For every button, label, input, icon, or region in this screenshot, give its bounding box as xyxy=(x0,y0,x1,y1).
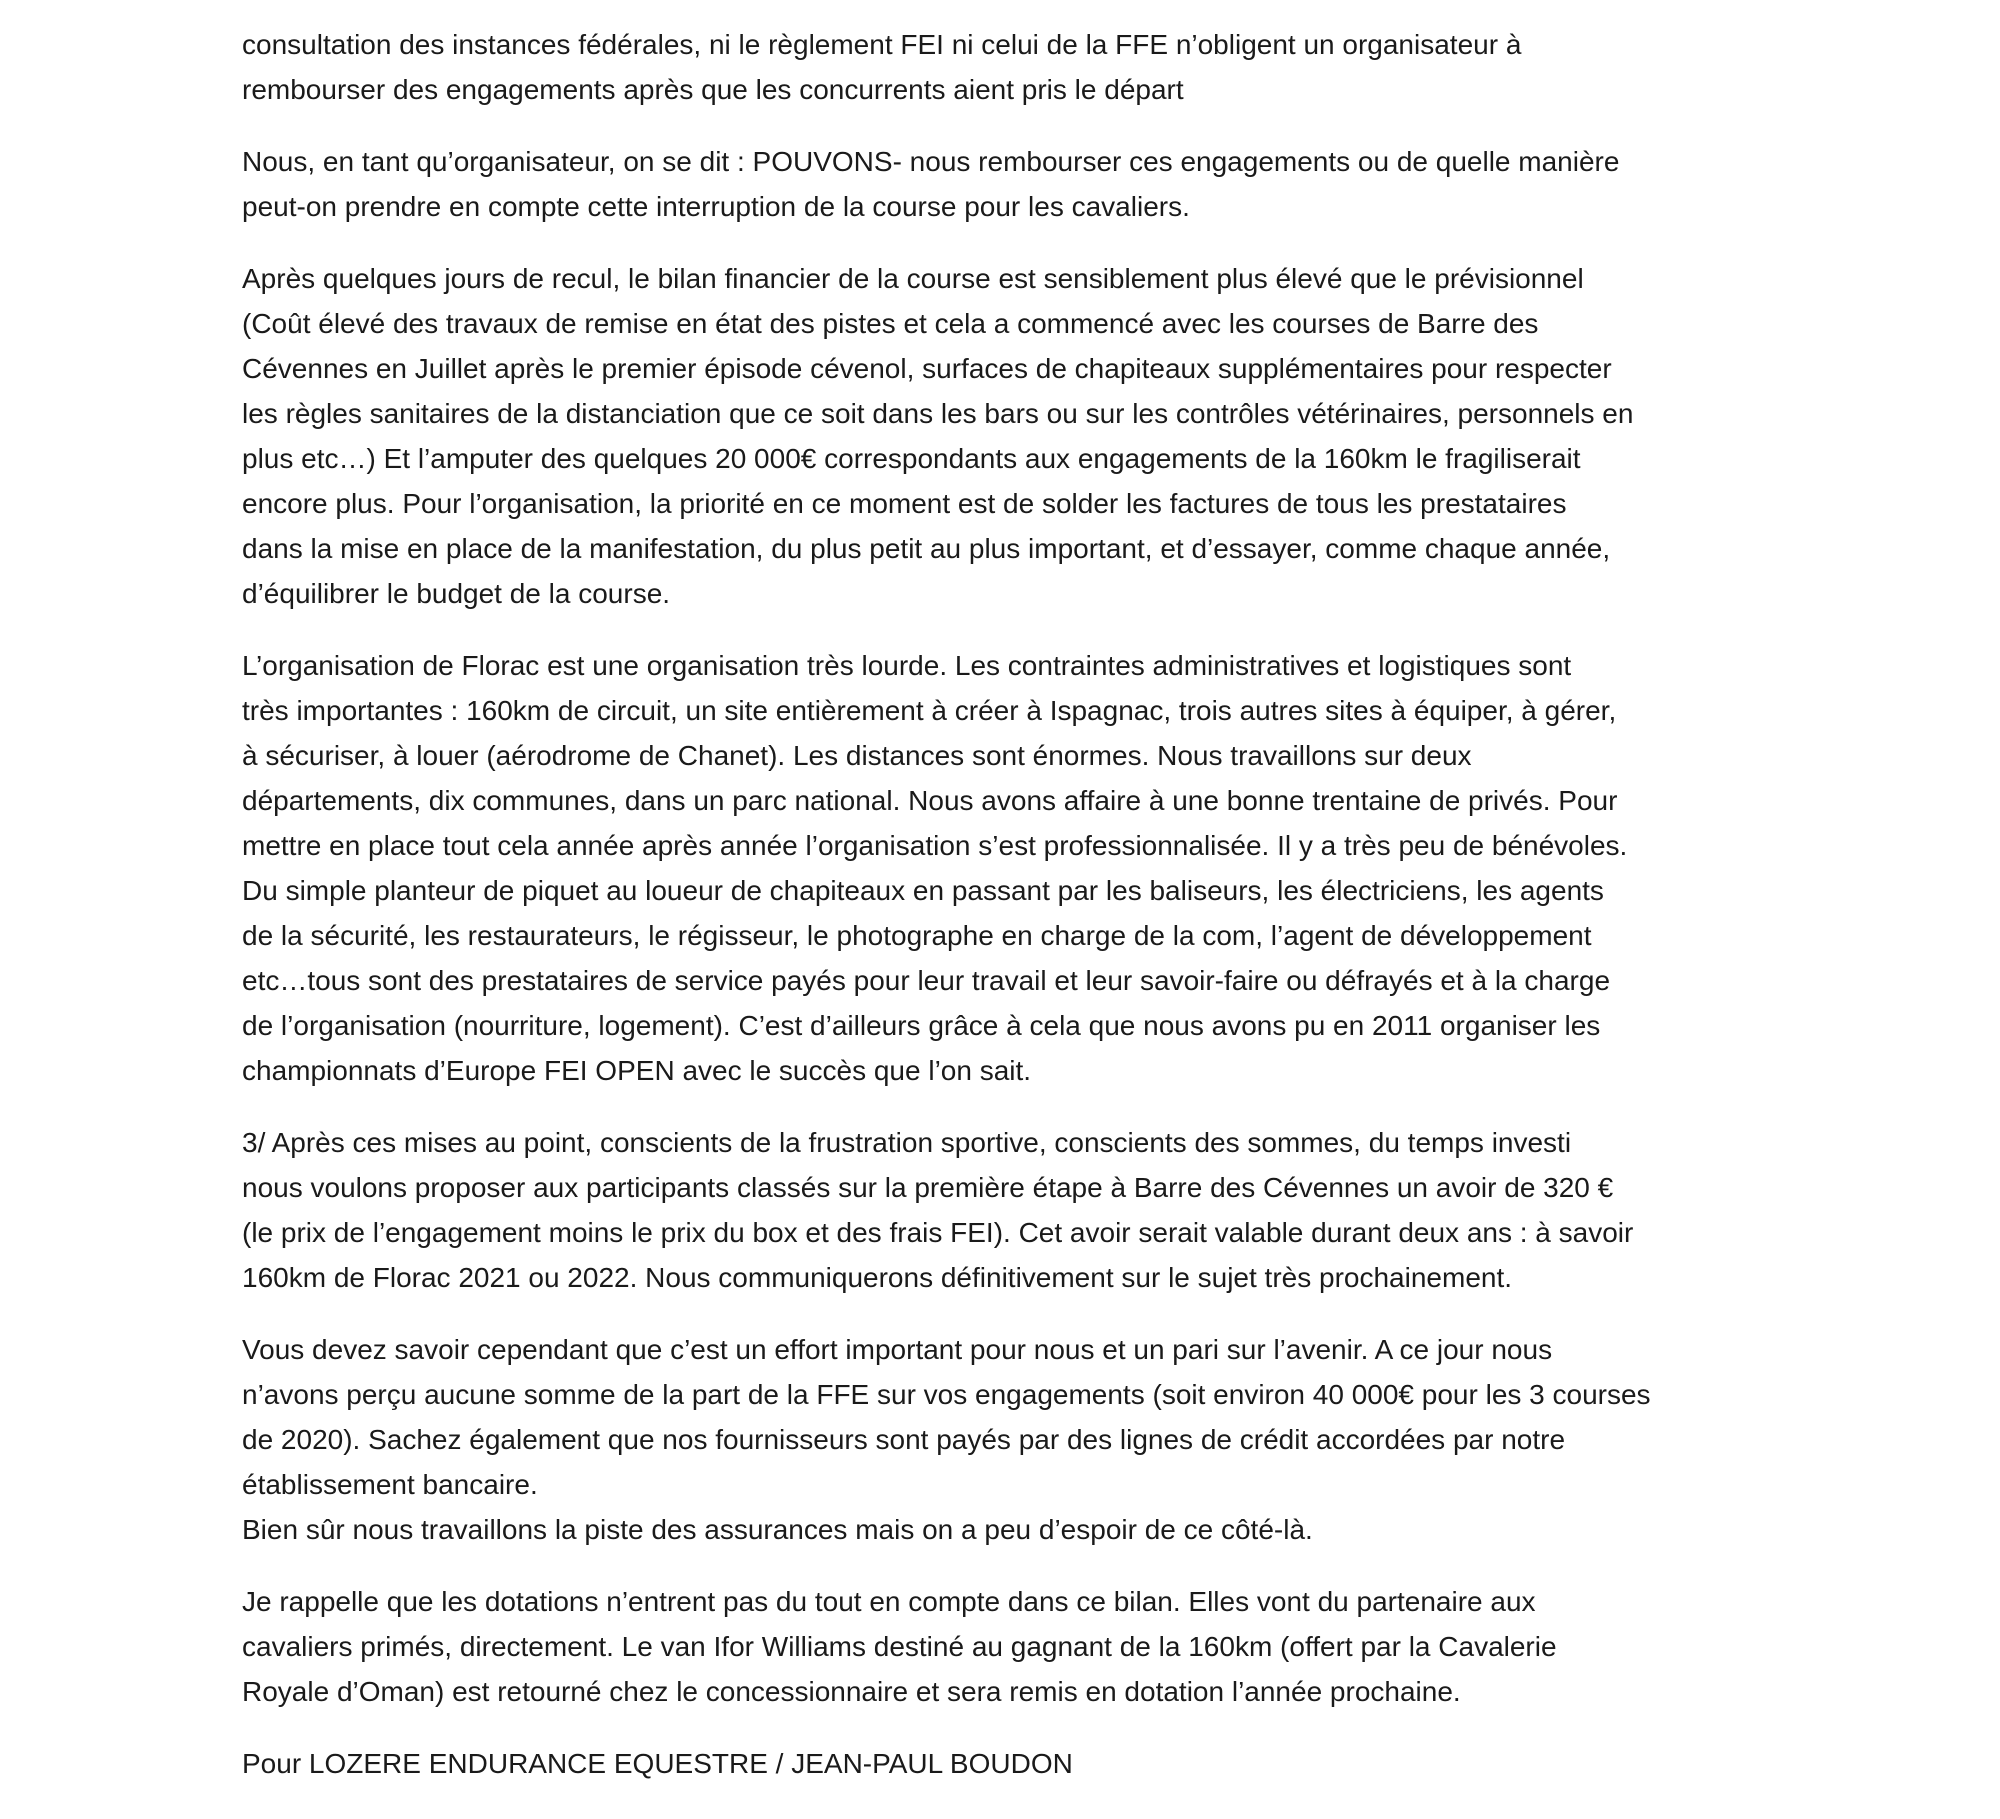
letter-body xyxy=(242,22,1802,1786)
paragraph-organisation-florac xyxy=(242,643,1802,1093)
text-line: cavaliers primés, directement. Le van Ifor Williams destiné au gagnant de la 160km (offert par la Cavalerie xyxy=(242,1631,1557,1662)
text-line: de la sécurité, les restaurateurs, le régisseur, le photographe en charge de la com, l’agent de développement xyxy=(242,920,1592,951)
text-line: Après quelques jours de recul, le bilan financier de la course est sensiblement plus élevé que le prévisionnel xyxy=(242,263,1584,294)
text-line: (le prix de l’engagement moins le prix du box et des frais FEI). Cet avoir serait valable durant deux ans : à savoir xyxy=(242,1217,1634,1248)
text-line: etc…tous sont des prestataires de service payés pour leur travail et leur savoir-faire ou défrayés et à la charge xyxy=(242,965,1611,996)
text-line: rembourser des engagements après que les concurrents aient pris le départ xyxy=(242,74,1184,105)
text-line: Nous, en tant qu’organisateur, on se dit : POUVONS- nous rembourser ces engagements ou de quelle manière xyxy=(242,146,1620,177)
text-line: à sécuriser, à louer (aérodrome de Chanet). Les distances sont énormes. Nous travaillons sur deux xyxy=(242,740,1472,771)
text-line: départements, dix communes, dans un parc national. Nous avons affaire à une bonne trentaine de privés. Pour xyxy=(242,785,1618,816)
text-line: Du simple planteur de piquet au loueur de chapiteaux en passant par les baliseurs, les électriciens, les agents xyxy=(242,875,1604,906)
text-line: Cévennes en Juillet après le premier épisode cévenol, surfaces de chapiteaux supplémentaires pour respecter xyxy=(242,353,1612,384)
text-line: championnats d’Europe FEI OPEN avec le succès que l’on sait. xyxy=(242,1055,1032,1086)
text-line: très importantes : 160km de circuit, un site entièrement à créer à Ispagnac, trois autres sites à équiper, à gérer, xyxy=(242,695,1617,726)
text-line: mettre en place tout cela année après année l’organisation s’est professionnalisée. Il y a très peu de bénévoles. xyxy=(242,830,1628,861)
text-line: Royale d’Oman) est retourné chez le concessionnaire et sera remis en dotation l’année prochaine. xyxy=(242,1676,1461,1707)
text-line: encore plus. Pour l’organisation, la priorité en ce moment est de solder les factures de tous les prestataires xyxy=(242,488,1567,519)
text-line: les règles sanitaires de la distanciation que ce soit dans les bars ou sur les contrôles vétérinaires, personnels en xyxy=(242,398,1634,429)
text-line: de 2020). Sachez également que nos fournisseurs sont payés par des lignes de crédit accordées par notre xyxy=(242,1424,1566,1455)
text-line: dans la mise en place de la manifestation, du plus petit au plus important, et d’essayer, comme chaque année, xyxy=(242,533,1611,564)
signature-text: Pour LOZERE ENDURANCE EQUESTRE / JEAN-PAUL BOUDON xyxy=(242,1748,1073,1779)
text-line: établissement bancaire. xyxy=(242,1469,538,1500)
text-line: L’organisation de Florac est une organisation très lourde. Les contraintes administratives et logistiques sont xyxy=(242,650,1572,681)
text-line: Vous devez savoir cependant que c’est un effort important pour nous et un pari sur l’avenir. A ce jour nous xyxy=(242,1334,1553,1365)
paragraph-effort-important xyxy=(242,1327,1802,1552)
text-line: Bien sûr nous travaillons la piste des assurances mais on a peu d’espoir de ce côté-là. xyxy=(242,1514,1313,1545)
text-line: Je rappelle que les dotations n’entrent pas du tout en compte dans ce bilan. Elles vont du partenaire aux xyxy=(242,1586,1536,1617)
paragraph-avoir-proposition xyxy=(242,1120,1802,1300)
paragraph-rembourser xyxy=(242,139,1802,229)
text-line: peut-on prendre en compte cette interruption de la course pour les cavaliers. xyxy=(242,191,1190,222)
text-line: n’avons perçu aucune somme de la part de la FFE sur vos engagements (soit environ 40 000€ pour les 3 courses xyxy=(242,1379,1651,1410)
text-line: de l’organisation (nourriture, logement). C’est d’ailleurs grâce à cela que nous avons pu en 2011 organiser les xyxy=(242,1010,1601,1041)
signature-line xyxy=(242,1741,1802,1786)
text-line: d’équilibrer le budget de la course. xyxy=(242,578,671,609)
text-line: nous voulons proposer aux participants classés sur la première étape à Barre des Cévennes un avoir de 320 € xyxy=(242,1172,1614,1203)
text-line: (Coût élevé des travaux de remise en état des pistes et cela a commencé avec les courses de Barre des xyxy=(242,308,1539,339)
paragraph-dotations xyxy=(242,1579,1802,1714)
text-line: 160km de Florac 2021 ou 2022. Nous communiquerons définitivement sur le sujet très prochainement. xyxy=(242,1262,1513,1293)
paragraph-bilan-financier xyxy=(242,256,1802,616)
text-line: 3/ Après ces mises au point, conscients de la frustration sportive, conscients des sommes, du temps investi xyxy=(242,1127,1572,1158)
text-line: plus etc…) Et l’amputer des quelques 20 000€ correspondants aux engagements de la 160km le fragiliserait xyxy=(242,443,1581,474)
paragraph-consultation xyxy=(242,22,1802,112)
text-line: consultation des instances fédérales, ni le règlement FEI ni celui de la FFE n’obligent un organisateur à xyxy=(242,29,1522,60)
